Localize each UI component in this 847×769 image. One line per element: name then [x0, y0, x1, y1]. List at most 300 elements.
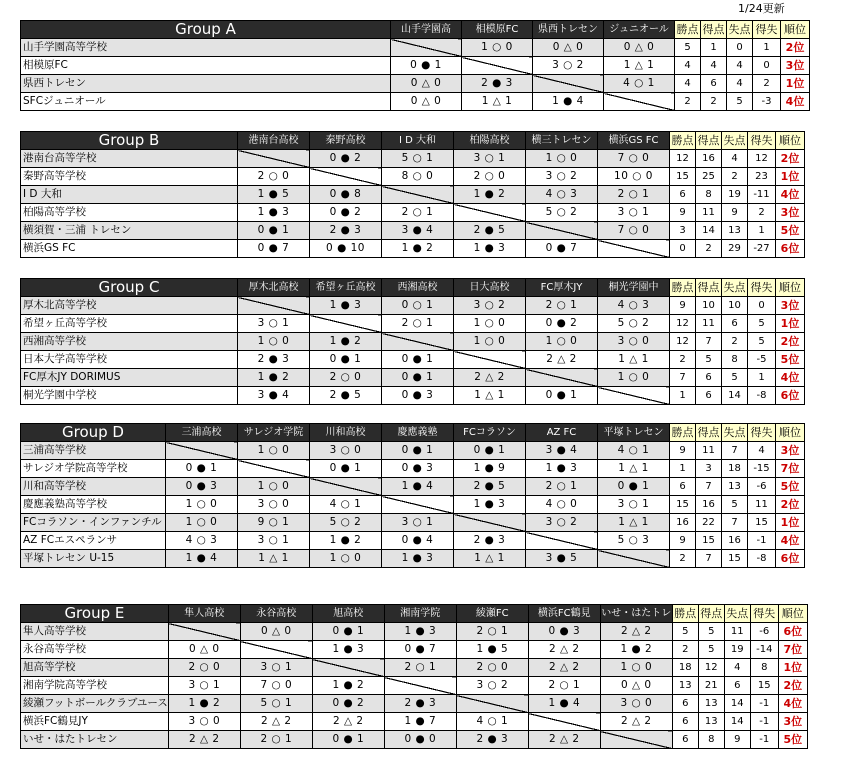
opponent-header: FC厚木JY: [526, 279, 598, 297]
goal-difference: 11: [748, 496, 776, 514]
team-name: 隼人高等学校: [21, 623, 169, 641]
rank-cell: 3位: [776, 297, 805, 315]
team-row: [21, 496, 805, 514]
goals-against: 14: [724, 695, 750, 713]
group-name: Group C: [21, 279, 238, 297]
team-row: [21, 532, 805, 550]
match-result: 1 ● 2: [312, 677, 384, 695]
team-row: [21, 695, 808, 713]
goals-for: 3: [696, 460, 722, 478]
goals-against: 6: [722, 315, 748, 333]
team-name: 綾瀬フットボールクラブユース: [21, 695, 169, 713]
rank-cell: 3位: [781, 57, 810, 75]
self-match-cell: [391, 39, 462, 57]
match-result: 0 ○ 1: [382, 297, 454, 315]
match-result: 2 △ 2: [600, 623, 672, 641]
team-name: FC厚木JY DORIMUS: [21, 369, 238, 387]
goals-against: 7: [722, 514, 748, 532]
goals-for: 11: [696, 204, 722, 222]
match-result: 0 ● 3: [528, 623, 600, 641]
team-row: [21, 677, 808, 695]
match-result: 1 ● 2: [238, 369, 310, 387]
match-result: 10 ○ 0: [598, 168, 670, 186]
match-result: 2 ○ 0: [454, 168, 526, 186]
match-result: 0 ● 1: [166, 460, 238, 478]
match-result: 4 ○ 3: [598, 297, 670, 315]
goals-for: 16: [696, 496, 722, 514]
match-result: 5 ○ 2: [310, 514, 382, 532]
points: 13: [672, 677, 698, 695]
stat-header-pts: 勝点: [672, 605, 698, 623]
goals-for: 7: [696, 478, 722, 496]
rank-cell: 5位: [776, 351, 805, 369]
match-result: 1 △ 1: [454, 387, 526, 405]
opponent-header: I D 大和: [382, 132, 454, 150]
rank-cell: 2位: [776, 333, 805, 351]
points: 9: [670, 532, 696, 550]
points: 4: [675, 57, 701, 75]
points: 12: [670, 150, 696, 168]
match-result: 0 ● 1: [310, 460, 382, 478]
match-result: 3 ● 4: [526, 442, 598, 460]
match-result: 1 ● 3: [454, 496, 526, 514]
team-row: [21, 297, 805, 315]
match-result: 2 △ 2: [600, 713, 672, 731]
team-row: [21, 550, 805, 568]
match-result: 3 ○ 2: [526, 168, 598, 186]
goals-against: 19: [722, 186, 748, 204]
team-row: [21, 442, 805, 460]
goal-difference: -1: [750, 731, 778, 749]
self-match-cell: [600, 731, 672, 749]
group-table-4: [20, 423, 805, 568]
goals-against: 11: [724, 623, 750, 641]
group-name: Group D: [21, 424, 166, 442]
goals-for: 12: [698, 659, 724, 677]
match-result: 3 ● 4: [238, 387, 310, 405]
match-result: 2 ○ 0: [168, 659, 240, 677]
goals-for: 7: [696, 550, 722, 568]
self-match-cell: [238, 150, 310, 168]
rank-cell: 6位: [776, 550, 805, 568]
rank-cell: 7位: [776, 460, 805, 478]
self-match-cell: [528, 713, 600, 731]
team-name: 横浜GS FC: [21, 240, 238, 258]
opponent-header: 旭高校: [312, 605, 384, 623]
goals-for: 21: [698, 677, 724, 695]
team-name: 横浜FC鶴見JY: [21, 713, 169, 731]
points: 9: [670, 442, 696, 460]
match-result: 0 ● 1: [310, 351, 382, 369]
team-name: FCコラソン・インファンチル: [21, 514, 166, 532]
self-match-cell: [240, 641, 312, 659]
match-result: 2 ● 3: [384, 695, 456, 713]
match-result: 2 △ 2: [528, 641, 600, 659]
match-result: 1 ○ 0: [526, 333, 598, 351]
self-match-cell: [166, 442, 238, 460]
stat-header-gf: 得点: [701, 21, 727, 39]
opponent-header: 川和高校: [310, 424, 382, 442]
stat-header-gf: 得点: [696, 279, 722, 297]
goals-against: 4: [727, 75, 753, 93]
opponent-header: 綾瀬FC: [456, 605, 528, 623]
match-result: 3 ○ 1: [382, 514, 454, 532]
match-result: 1 ○ 0: [238, 333, 310, 351]
stat-header-pts: 勝点: [670, 132, 696, 150]
goal-difference: -1: [748, 532, 776, 550]
goals-against: 14: [724, 713, 750, 731]
goals-for: 6: [701, 75, 727, 93]
match-result: 0 △ 0: [168, 641, 240, 659]
match-result: 1 △ 1: [462, 93, 533, 111]
goals-for: 1: [701, 39, 727, 57]
match-result: 0 ● 1: [238, 222, 310, 240]
opponent-header: 相模原FC: [462, 21, 533, 39]
header-row: [21, 605, 808, 623]
match-result: 3 ○ 0: [600, 695, 672, 713]
match-result: 1 ● 2: [600, 641, 672, 659]
goal-difference: -1: [750, 713, 778, 731]
match-result: 0 ● 1: [598, 478, 670, 496]
team-row: [21, 240, 805, 258]
goal-difference: 1: [748, 222, 776, 240]
opponent-header: 平塚トレセン: [598, 424, 670, 442]
goals-against: 4: [724, 659, 750, 677]
match-result: 2 ○ 1: [384, 659, 456, 677]
match-result: 4 ○ 3: [166, 532, 238, 550]
match-result: 3 ○ 1: [598, 496, 670, 514]
match-result: 0 ● 4: [382, 532, 454, 550]
match-result: 1 ● 2: [310, 333, 382, 351]
match-result: 2 ○ 0: [456, 659, 528, 677]
header-row: [21, 132, 805, 150]
team-row: [21, 387, 805, 405]
rank-cell: 5位: [776, 222, 805, 240]
team-row: [21, 351, 805, 369]
opponent-header: 港南台高校: [238, 132, 310, 150]
match-result: 3 ○ 2: [533, 57, 604, 75]
points: 2: [672, 641, 698, 659]
standings-table: [20, 131, 805, 258]
opponent-header: 厚木北高校: [238, 279, 310, 297]
goal-difference: -15: [748, 460, 776, 478]
self-match-cell: [384, 677, 456, 695]
points: 9: [670, 297, 696, 315]
goals-for: 8: [696, 186, 722, 204]
match-result: 4 ○ 3: [526, 186, 598, 204]
team-name: 川和高等学校: [21, 478, 166, 496]
goals-for: 11: [696, 315, 722, 333]
match-result: 2 ○ 1: [598, 186, 670, 204]
rank-cell: 4位: [776, 186, 805, 204]
goals-against: 15: [722, 550, 748, 568]
goal-difference: 1: [753, 39, 781, 57]
self-match-cell: [526, 222, 598, 240]
points: 7: [670, 369, 696, 387]
match-result: 0 ● 1: [312, 623, 384, 641]
stat-header-gd: 得失: [748, 424, 776, 442]
goals-against: 9: [724, 731, 750, 749]
team-name: 厚木北高等学校: [21, 297, 238, 315]
goal-difference: -8: [748, 550, 776, 568]
match-result: 1 ○ 0: [454, 333, 526, 351]
match-result: 0 ● 0: [384, 731, 456, 749]
points: 15: [670, 496, 696, 514]
match-result: 0 ● 3: [382, 387, 454, 405]
match-result: 3 ○ 0: [310, 442, 382, 460]
match-result: 3 ○ 1: [240, 659, 312, 677]
points: 2: [675, 93, 701, 111]
match-result: 1 ● 5: [456, 641, 528, 659]
header-row: [21, 424, 805, 442]
points: 2: [670, 351, 696, 369]
opponent-header: サレジオ学院: [238, 424, 310, 442]
match-result: 1 ○ 0: [166, 514, 238, 532]
match-result: 1 ● 5: [238, 186, 310, 204]
team-name: 山手学園高等学校: [21, 39, 391, 57]
header-row: [21, 279, 805, 297]
self-match-cell: [168, 623, 240, 641]
match-result: 1 ● 4: [166, 550, 238, 568]
goal-difference: 8: [750, 659, 778, 677]
stat-header-gd: 得失: [753, 21, 781, 39]
opponent-header: 柏陽高校: [454, 132, 526, 150]
team-name: 希望ヶ丘高等学校: [21, 315, 238, 333]
match-result: 5 ○ 3: [598, 532, 670, 550]
self-match-cell: [462, 57, 533, 75]
team-row: [21, 315, 805, 333]
match-result: 0 ● 3: [166, 478, 238, 496]
goals-against: 2: [722, 333, 748, 351]
match-result: 0 ● 8: [310, 186, 382, 204]
self-match-cell: [310, 478, 382, 496]
match-result: 1 ○ 0: [238, 442, 310, 460]
rank-cell: 4位: [776, 369, 805, 387]
goal-difference: 23: [748, 168, 776, 186]
match-result: 3 ○ 1: [598, 204, 670, 222]
opponent-header: 隼人高校: [168, 605, 240, 623]
goal-difference: -11: [748, 186, 776, 204]
goal-difference: -8: [748, 387, 776, 405]
match-result: 0 ● 1: [382, 442, 454, 460]
points: 18: [672, 659, 698, 677]
self-match-cell: [598, 387, 670, 405]
team-name: 旭高等学校: [21, 659, 169, 677]
rank-cell: 3位: [776, 442, 805, 460]
goals-against: 13: [722, 478, 748, 496]
match-result: 4 ○ 1: [598, 442, 670, 460]
goals-against: 6: [724, 677, 750, 695]
team-row: [21, 39, 810, 57]
self-match-cell: [312, 659, 384, 677]
group-table-3: [20, 278, 805, 405]
team-name: いせ・はたトレセン: [21, 731, 169, 749]
goals-for: 16: [696, 150, 722, 168]
match-result: 0 △ 0: [533, 39, 604, 57]
match-result: 3 ○ 1: [168, 677, 240, 695]
goals-for: 13: [698, 695, 724, 713]
team-row: [21, 57, 810, 75]
self-match-cell: [454, 514, 526, 532]
team-row: [21, 75, 810, 93]
stat-header-gf: 得点: [696, 132, 722, 150]
self-match-cell: [238, 297, 310, 315]
rank-cell: 2位: [776, 150, 805, 168]
match-result: 1 ○ 0: [238, 478, 310, 496]
rank-cell: 1位: [778, 659, 807, 677]
goals-against: 14: [722, 387, 748, 405]
match-result: 2 ● 5: [454, 222, 526, 240]
match-result: 5 ○ 1: [240, 695, 312, 713]
stat-header-gd: 得失: [748, 279, 776, 297]
points: 12: [670, 315, 696, 333]
self-match-cell: [310, 168, 382, 186]
points: 9: [670, 204, 696, 222]
standings-table: [20, 278, 805, 405]
match-result: 3 ○ 0: [598, 333, 670, 351]
opponent-header: いせ・はたトレ: [600, 605, 672, 623]
match-result: 1 ● 3: [312, 641, 384, 659]
match-result: 2 △ 2: [168, 731, 240, 749]
match-result: 1 ● 3: [384, 623, 456, 641]
goals-for: 4: [701, 57, 727, 75]
match-result: 2 ○ 1: [526, 478, 598, 496]
match-result: 1 ● 3: [238, 204, 310, 222]
goals-against: 4: [722, 150, 748, 168]
points: 6: [670, 478, 696, 496]
rank-cell: 6位: [778, 623, 807, 641]
match-result: 1 ● 4: [382, 478, 454, 496]
rank-cell: 3位: [776, 204, 805, 222]
team-row: [21, 204, 805, 222]
match-result: 2 ● 3: [454, 532, 526, 550]
rank-cell: 1位: [776, 514, 805, 532]
match-result: 1 ● 3: [454, 240, 526, 258]
match-result: 0 ● 2: [310, 150, 382, 168]
update-date: 1/24更新: [738, 2, 785, 15]
team-name: 永谷高等学校: [21, 641, 169, 659]
goal-difference: -5: [748, 351, 776, 369]
points: 3: [670, 222, 696, 240]
goals-against: 5: [722, 496, 748, 514]
goals-for: 6: [696, 387, 722, 405]
goals-for: 7: [696, 333, 722, 351]
points: 15: [670, 168, 696, 186]
goal-difference: -6: [748, 478, 776, 496]
opponent-header: AZ FC: [526, 424, 598, 442]
goals-against: 2: [722, 168, 748, 186]
match-result: 1 ○ 0: [310, 550, 382, 568]
self-match-cell: [456, 695, 528, 713]
match-result: 4 ○ 0: [526, 496, 598, 514]
match-result: 1 ○ 0: [600, 659, 672, 677]
match-result: 1 △ 1: [598, 460, 670, 478]
opponent-header: 横三トレセン: [526, 132, 598, 150]
stat-header-rank: 順位: [776, 424, 805, 442]
team-name: 県西トレセン: [21, 75, 391, 93]
opponent-header: FCコラソン: [454, 424, 526, 442]
opponent-header: 横浜FC鶴見: [528, 605, 600, 623]
goal-difference: -27: [748, 240, 776, 258]
goals-against: 9: [722, 204, 748, 222]
group-table-1: [20, 20, 810, 111]
opponent-header: 桐光学園中: [598, 279, 670, 297]
match-result: 2 △ 2: [526, 351, 598, 369]
team-row: [21, 623, 808, 641]
points: 4: [675, 75, 701, 93]
team-name: AZ FCエスペランサ: [21, 532, 166, 550]
stat-header-gf: 得点: [698, 605, 724, 623]
team-row: [21, 713, 808, 731]
goals-against: 5: [722, 369, 748, 387]
self-match-cell: [310, 315, 382, 333]
match-result: 3 ○ 1: [454, 150, 526, 168]
stat-header-rank: 順位: [781, 21, 810, 39]
team-name: 平塚トレセン U-15: [21, 550, 166, 568]
rank-cell: 4位: [781, 93, 810, 111]
group-name: Group E: [21, 605, 169, 623]
goal-difference: -1: [750, 695, 778, 713]
group-table-2: [20, 131, 805, 258]
points: 5: [672, 623, 698, 641]
goals-for: 25: [696, 168, 722, 186]
rank-cell: 3位: [778, 713, 807, 731]
team-name: 港南台高等学校: [21, 150, 238, 168]
goal-difference: 5: [748, 315, 776, 333]
match-result: 4 ○ 1: [456, 713, 528, 731]
goals-for: 6: [696, 369, 722, 387]
opponent-header: 三浦高校: [166, 424, 238, 442]
points: 16: [670, 514, 696, 532]
match-result: 1 ● 2: [382, 240, 454, 258]
match-result: 1 ● 2: [168, 695, 240, 713]
match-result: 0 ● 2: [526, 315, 598, 333]
match-result: 2 ○ 1: [382, 315, 454, 333]
opponent-header: 西湘高校: [382, 279, 454, 297]
team-name: サレジオ学院高等学校: [21, 460, 166, 478]
team-name: 桐光学園中学校: [21, 387, 238, 405]
points: 1: [670, 460, 696, 478]
match-result: 5 ○ 2: [598, 315, 670, 333]
match-result: 3 ○ 2: [456, 677, 528, 695]
team-row: [21, 93, 810, 111]
match-result: 0 ● 7: [238, 240, 310, 258]
self-match-cell: [454, 351, 526, 369]
match-result: 1 △ 1: [454, 550, 526, 568]
goal-difference: -14: [750, 641, 778, 659]
self-match-cell: [604, 93, 675, 111]
goals-against: 8: [722, 351, 748, 369]
match-result: 3 ○ 0: [238, 496, 310, 514]
standings-table: [20, 20, 810, 111]
stat-header-rank: 順位: [776, 279, 805, 297]
match-result: 4 ○ 1: [604, 75, 675, 93]
match-result: 0 ● 7: [526, 240, 598, 258]
match-result: 1 ● 4: [533, 93, 604, 111]
header-row: [21, 21, 810, 39]
stat-header-ga: 失点: [722, 279, 748, 297]
rank-cell: 5位: [778, 731, 807, 749]
stat-header-ga: 失点: [724, 605, 750, 623]
match-result: 2 ○ 1: [240, 731, 312, 749]
match-result: 2 ● 3: [310, 222, 382, 240]
points: 6: [672, 695, 698, 713]
goal-difference: 12: [748, 150, 776, 168]
match-result: 2 ● 3: [456, 731, 528, 749]
team-row: [21, 659, 808, 677]
group-name: Group A: [21, 21, 391, 39]
stat-header-ga: 失点: [727, 21, 753, 39]
